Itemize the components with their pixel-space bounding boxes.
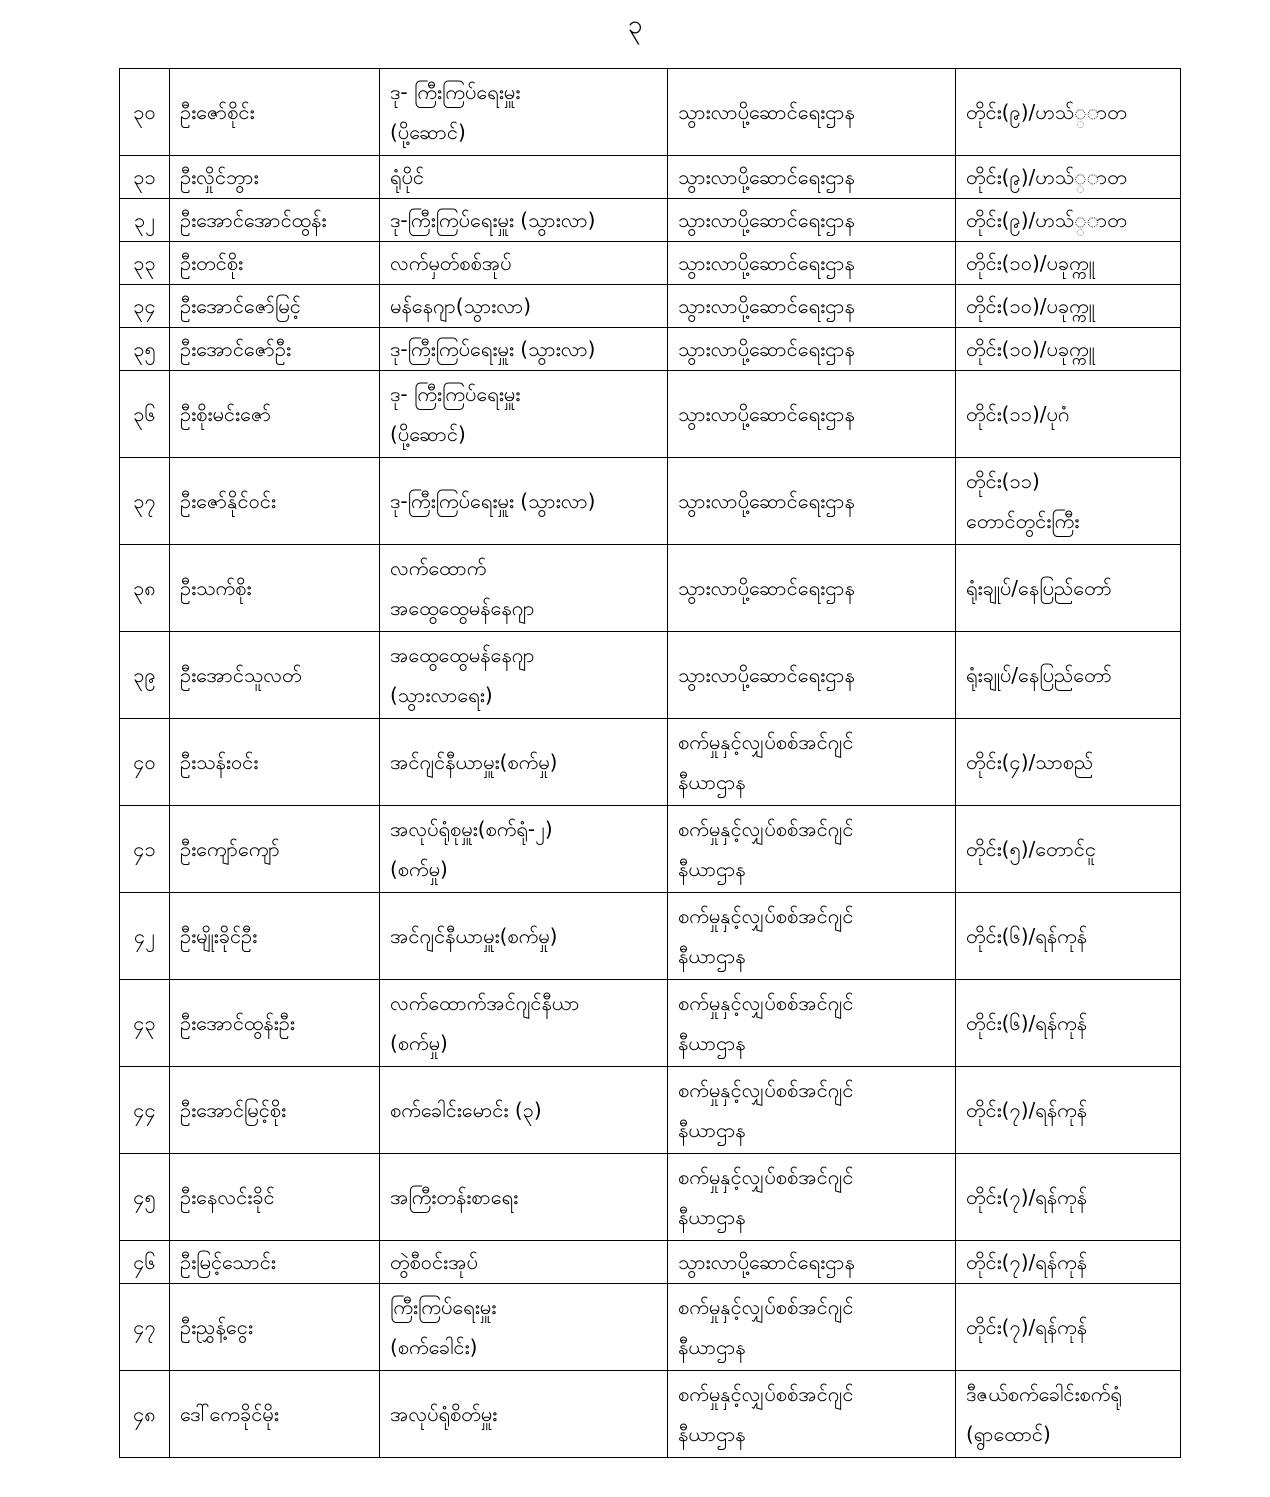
department-cell (668, 458, 956, 545)
location-cell (956, 719, 1181, 806)
name-cell: ဦးစိုးမင်းဇော် (170, 371, 380, 458)
department-line: စက်မှုနှင့်လျှပ်စစ်အင်ဂျင် (678, 904, 854, 928)
department-cell (668, 328, 956, 371)
position-line: လက်ထောက် (390, 556, 487, 580)
position-line: လက်ထောက်အင်ဂျင်နီယာ (390, 991, 580, 1015)
position-line: အလုပ်ရုံစုမှူး(စက်ရုံ-၂) (390, 817, 553, 841)
location-line: (ရွာထောင်) (966, 1422, 1051, 1446)
position-cell (380, 719, 668, 806)
position-cell (380, 1154, 668, 1241)
department-line: နီယာဌာန (678, 1205, 746, 1229)
table-row (120, 1371, 1181, 1458)
location-line: တိုင်း(၄)/သာစည် (966, 750, 1094, 774)
position-line: ဒု-ကြီးကြပ်ရေးမှူး (သွားလာ) (390, 208, 596, 232)
table-row (120, 1154, 1181, 1241)
row-number-cell: ၄၈ (120, 1371, 170, 1458)
department-line: သွားလာပို့ဆောင်ရေးဌာန (678, 663, 855, 687)
table-row (120, 458, 1181, 545)
row-number-cell: ၃၂ (120, 199, 170, 242)
position-cell (380, 1284, 668, 1371)
department-cell (668, 371, 956, 458)
department-line: သွားလာပို့ဆောင်ရေးဌာန (678, 100, 855, 124)
position-line: (စက်ခေါင်း) (390, 1335, 478, 1359)
row-number-cell: ၃၉ (120, 632, 170, 719)
department-line: စက်မှုနှင့်လျှပ်စစ်အင်ဂျင် (678, 1295, 854, 1319)
row-number-cell: ၄၅ (120, 1154, 170, 1241)
department-cell (668, 1371, 956, 1458)
location-line: တိုင်း(၆)/ရန်ကုန် (966, 924, 1087, 948)
department-cell (668, 1241, 956, 1284)
position-line: (ပို့ဆောင်) (390, 120, 466, 144)
location-cell (956, 806, 1181, 893)
name-cell: ဦးအောင်မြင့်စိုး (170, 1067, 380, 1154)
position-line: အကြီးတန်းစာရေး (390, 1185, 519, 1209)
row-number-cell: ၃၄ (120, 285, 170, 328)
name-cell: ဦးအောင်ဇော်မြင့် (170, 285, 380, 328)
department-line: စက်မှုနှင့်လျှပ်စစ်အင်ဂျင် (678, 1382, 854, 1406)
table-row (120, 893, 1181, 980)
department-cell (668, 545, 956, 632)
table-row (120, 1067, 1181, 1154)
position-cell (380, 458, 668, 545)
table-row (120, 980, 1181, 1067)
location-line: တိုင်း(၇)/ရန်ကုန် (966, 1315, 1087, 1339)
department-line: သွားလာပို့ဆောင်ရေးဌာန (678, 294, 855, 318)
name-cell: ဦးဇော်စိုင်း (170, 69, 380, 156)
department-line: စက်မှုနှင့်လျှပ်စစ်အင်ဂျင် (678, 1165, 854, 1189)
table-row (120, 285, 1181, 328)
location-cell (956, 242, 1181, 285)
position-cell (380, 156, 668, 199)
department-line: သွားလာပို့ဆောင်ရေးဌာန (678, 489, 855, 513)
position-cell (380, 285, 668, 328)
position-cell (380, 632, 668, 719)
department-line: သွားလာပို့ဆောင်ရေးဌာန (678, 208, 855, 232)
location-cell (956, 632, 1181, 719)
row-number-cell: ၄၆ (120, 1241, 170, 1284)
position-line: တွဲစီဝင်းအုပ် (390, 1250, 478, 1274)
table-row (120, 156, 1181, 199)
table-row (120, 69, 1181, 156)
department-line: သွားလာပို့ဆောင်ရေးဌာန (678, 251, 855, 275)
position-cell (380, 1371, 668, 1458)
staff-table (119, 68, 1181, 1458)
name-cell: ဦးကျော်ကျော် (170, 806, 380, 893)
table-row (120, 719, 1181, 806)
location-cell (956, 458, 1181, 545)
row-number-cell: ၃၁ (120, 156, 170, 199)
location-cell (956, 1241, 1181, 1284)
location-line: တိုင်း(၅)/တောင်ငူ (966, 837, 1096, 861)
name-cell: ဦးဇော်နိုင်ဝင်း (170, 458, 380, 545)
department-line: နီယာဌာန (678, 770, 746, 794)
location-cell (956, 1371, 1181, 1458)
name-cell: ဦးအောင်အောင်ထွန်း (170, 199, 380, 242)
location-cell (956, 328, 1181, 371)
location-line: တိုင်း(၇)/ရန်ကုန် (966, 1098, 1087, 1122)
position-cell (380, 980, 668, 1067)
department-cell (668, 806, 956, 893)
department-line: နီယာဌာန (678, 1422, 746, 1446)
table-row (120, 545, 1181, 632)
location-line: တိုင်း(၉)/ဟသ်္ာတ (966, 165, 1127, 189)
location-line: တိုင်း(၆)/ရန်ကုန် (966, 1011, 1087, 1035)
position-cell (380, 545, 668, 632)
name-cell: ဦးအောင်ဇော်ဦး (170, 328, 380, 371)
department-cell (668, 632, 956, 719)
department-line: စက်မှုနှင့်လျှပ်စစ်အင်ဂျင် (678, 817, 854, 841)
name-cell: ဦးသန်းဝင်း (170, 719, 380, 806)
location-cell (956, 199, 1181, 242)
location-line: တိုင်း(၉)/ဟသ်္ာတ (966, 208, 1127, 232)
position-cell (380, 806, 668, 893)
location-line: တိုင်း(၁၀)/ပခုက္ကူ (966, 337, 1095, 361)
location-line: ရုံးချုပ်/နေပြည်တော် (966, 576, 1112, 600)
position-cell (380, 1067, 668, 1154)
table-row (120, 328, 1181, 371)
department-line: နီယာဌာန (678, 1118, 746, 1142)
department-cell (668, 1154, 956, 1241)
position-line: အထွေထွေမန်နေဂျာ (390, 596, 535, 620)
name-cell: ဦးအောင်သူလတ် (170, 632, 380, 719)
department-line: သွားလာပို့ဆောင်ရေးဌာန (678, 165, 855, 189)
position-cell (380, 1241, 668, 1284)
name-cell: ဦးအောင်ထွန်းဦး (170, 980, 380, 1067)
position-line: (စက်မှု) (390, 857, 448, 881)
department-line: နီယာဌာန (678, 1031, 746, 1055)
row-number-cell: ၄၄ (120, 1067, 170, 1154)
name-cell: ဦးမျိုးခိုင်ဦး (170, 893, 380, 980)
position-cell (380, 69, 668, 156)
name-cell: ဦးမြင့်သောင်း (170, 1241, 380, 1284)
location-cell (956, 69, 1181, 156)
location-cell (956, 893, 1181, 980)
row-number-cell: ၄၃ (120, 980, 170, 1067)
location-line: တိုင်း(၁၀)/ပခုက္ကူ (966, 251, 1095, 275)
row-number-cell: ၃၅ (120, 328, 170, 371)
position-cell (380, 893, 668, 980)
staff-table-body (120, 69, 1181, 1458)
position-line: (စက်မှု) (390, 1031, 448, 1055)
department-cell (668, 285, 956, 328)
department-line: သွားလာပို့ဆောင်ရေးဌာန (678, 576, 855, 600)
location-cell (956, 980, 1181, 1067)
table-row (120, 806, 1181, 893)
department-cell (668, 1067, 956, 1154)
page-number: ၃ (627, 10, 643, 40)
row-number-cell: ၄၂ (120, 893, 170, 980)
position-line: ဒု-ကြီးကြပ်ရေးမှူး (သွားလာ) (390, 337, 596, 361)
position-line: (သွားလာရေး) (390, 683, 493, 707)
position-line: အင်ဂျင်နီယာမှူး(စက်မှု) (390, 924, 558, 948)
position-line: ဒု-ကြီးကြပ်ရေးမှူး (သွားလာ) (390, 489, 596, 513)
location-cell (956, 1154, 1181, 1241)
row-number-cell: ၃၃ (120, 242, 170, 285)
department-cell (668, 893, 956, 980)
location-line: တိုင်း(၁၁) (966, 469, 1040, 493)
table-row (120, 199, 1181, 242)
position-cell (380, 371, 668, 458)
position-line: ရုံပိုင် (390, 165, 424, 189)
table-row (120, 371, 1181, 458)
department-line: သွားလာပို့ဆောင်ရေးဌာန (678, 337, 855, 361)
location-cell (956, 285, 1181, 328)
department-cell (668, 242, 956, 285)
location-line: တောင်တွင်းကြီး (966, 509, 1080, 533)
position-line: မန်နေဂျာ(သွားလာ) (390, 294, 532, 318)
department-cell (668, 1284, 956, 1371)
row-number-cell: ၃၇ (120, 458, 170, 545)
position-line: အထွေထွေမန်နေဂျာ (390, 643, 535, 667)
location-line: တိုင်း(၉)/ဟသ်္ာတ (966, 100, 1127, 124)
department-cell (668, 156, 956, 199)
position-cell (380, 242, 668, 285)
location-cell (956, 156, 1181, 199)
table-row (120, 1284, 1181, 1371)
row-number-cell: ၃၆ (120, 371, 170, 458)
department-line: စက်မှုနှင့်လျှပ်စစ်အင်ဂျင် (678, 1078, 854, 1102)
position-line: အလုပ်ရုံစိတ်မှူး (390, 1402, 498, 1426)
location-cell (956, 371, 1181, 458)
department-line: စက်မှုနှင့်လျှပ်စစ်အင်ဂျင် (678, 991, 854, 1015)
position-cell (380, 199, 668, 242)
position-cell (380, 328, 668, 371)
table-row (120, 632, 1181, 719)
row-number-cell: ၄၁ (120, 806, 170, 893)
location-cell (956, 1067, 1181, 1154)
department-line: နီယာဌာန (678, 1335, 746, 1359)
department-line: နီယာဌာန (678, 944, 746, 968)
department-line: သွားလာပို့ဆောင်ရေးဌာန (678, 402, 855, 426)
department-line: နီယာဌာန (678, 857, 746, 881)
location-line: တိုင်း(၁၁)/ပုဂံ (966, 402, 1070, 426)
location-line: တိုင်း(၇)/ရန်ကုန် (966, 1185, 1087, 1209)
location-line: ရုံးချုပ်/နေပြည်တော် (966, 663, 1112, 687)
name-cell: ဦးလှိုင်ဘွား (170, 156, 380, 199)
department-cell (668, 719, 956, 806)
position-line: လက်မှတ်စစ်အုပ် (390, 251, 512, 275)
location-cell (956, 1284, 1181, 1371)
name-cell: ဦးနေလင်းခိုင် (170, 1154, 380, 1241)
position-line: အင်ဂျင်နီယာမှူး(စက်မှု) (390, 750, 558, 774)
location-cell (956, 545, 1181, 632)
name-cell: ဦးသက်စိုး (170, 545, 380, 632)
row-number-cell: ၄၇ (120, 1284, 170, 1371)
table-row (120, 1241, 1181, 1284)
row-number-cell: ၃၈ (120, 545, 170, 632)
department-cell (668, 980, 956, 1067)
name-cell: ဦးတင်စိုး (170, 242, 380, 285)
department-line: စက်မှုနှင့်လျှပ်စစ်အင်ဂျင် (678, 730, 854, 754)
position-line: (ပို့ဆောင်) (390, 422, 466, 446)
position-line: စက်ခေါင်းမောင်း (၃) (390, 1098, 542, 1122)
row-number-cell: ၄၀ (120, 719, 170, 806)
position-line: ဒု- ကြီးကြပ်ရေးမှူး (390, 382, 521, 406)
row-number-cell: ၃၀ (120, 69, 170, 156)
table-row (120, 242, 1181, 285)
name-cell: ဒေါ်ကေခိုင်မိုး (170, 1371, 380, 1458)
name-cell: ဦးညွှန့်ငွေး (170, 1284, 380, 1371)
position-line: ဒု- ကြီးကြပ်ရေးမှူး (390, 80, 521, 104)
department-line: သွားလာပို့ဆောင်ရေးဌာန (678, 1250, 855, 1274)
position-line: ကြီးကြပ်ရေးမှူး (390, 1295, 497, 1319)
location-line: ဒီဇယ်စက်ခေါင်းစက်ရုံ (966, 1382, 1122, 1406)
location-line: တိုင်း(၇)/ရန်ကုန် (966, 1250, 1087, 1274)
department-cell (668, 199, 956, 242)
location-line: တိုင်း(၁၀)/ပခုက္ကူ (966, 294, 1095, 318)
department-cell (668, 69, 956, 156)
